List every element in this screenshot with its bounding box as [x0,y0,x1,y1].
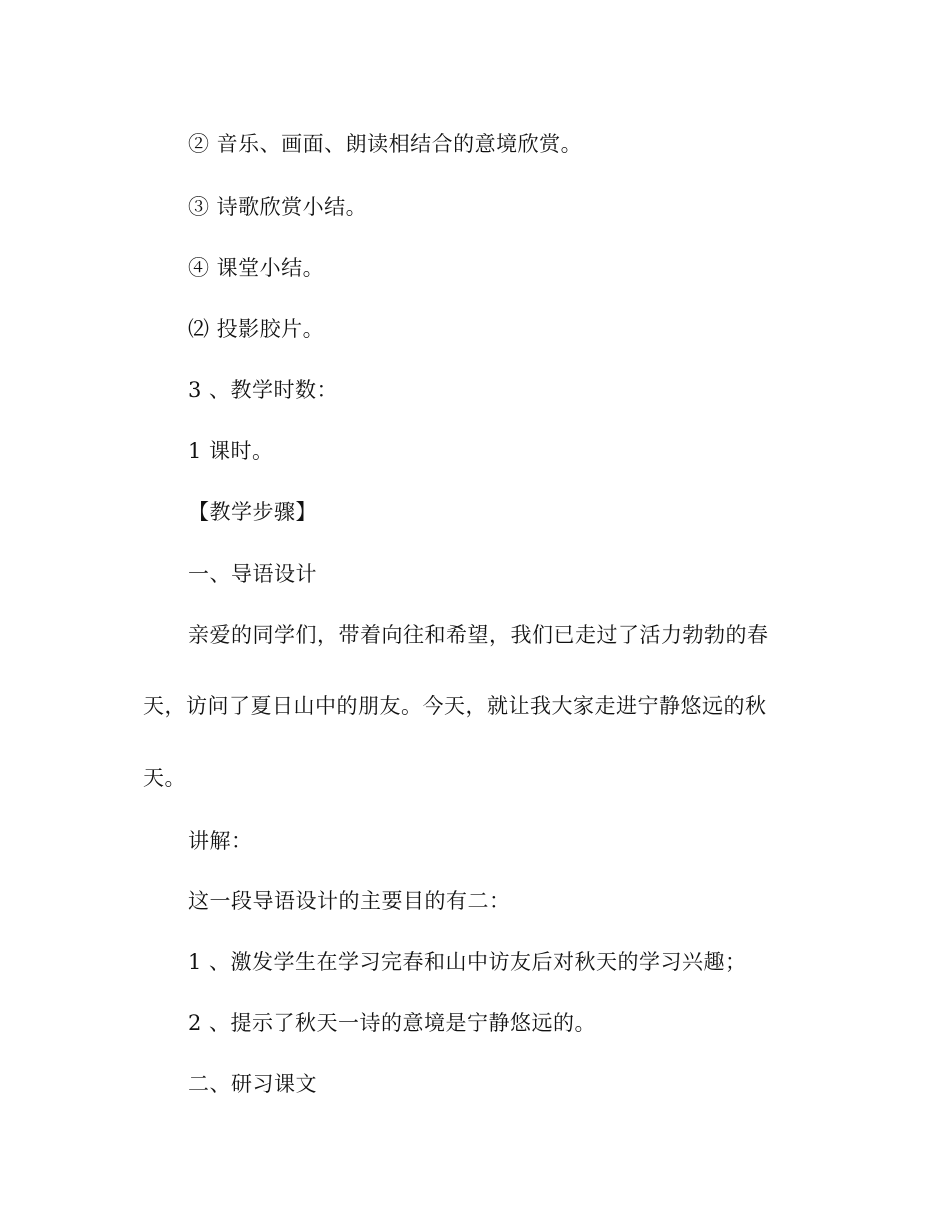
explanation-intro: 这一段导语设计的主要目的有二： [188,889,511,913]
list-item-projection-film: ⑵ 投影胶片。 [188,317,325,341]
explanation-label: 讲解： [188,829,253,853]
section-heading-intro-design: 一、导语设计 [188,562,317,586]
teaching-hours-value: 1 课时。 [188,439,274,463]
teaching-steps-heading: 【教学步骤】 [188,500,317,524]
list-item-music-scene-reading: ② 音乐、画面、朗读相结合的意境欣赏。 [188,132,583,156]
intro-paragraph-line-2: 天，访问了夏日山中的朋友。今天，就让我大家走进宁静悠远的秋 [143,694,767,718]
teaching-hours-heading: 3 、教学时数： [188,378,339,402]
list-item-poem-summary: ③ 诗歌欣赏小结。 [188,195,368,219]
list-item-class-summary: ④ 课堂小结。 [188,256,325,280]
intro-paragraph-line-1: 亲爱的同学们，带着向往和希望，我们已走过了活力勃勃的春 [188,623,769,647]
explanation-point-1: 1 、激发学生在学习完春和山中访友后对秋天的学习兴趣； [188,950,747,974]
intro-paragraph-line-3: 天。 [143,766,186,790]
explanation-point-2: 2 、提示了秋天一诗的意境是宁静悠远的。 [188,1011,597,1035]
section-heading-study-text: 二、研习课文 [188,1072,317,1096]
